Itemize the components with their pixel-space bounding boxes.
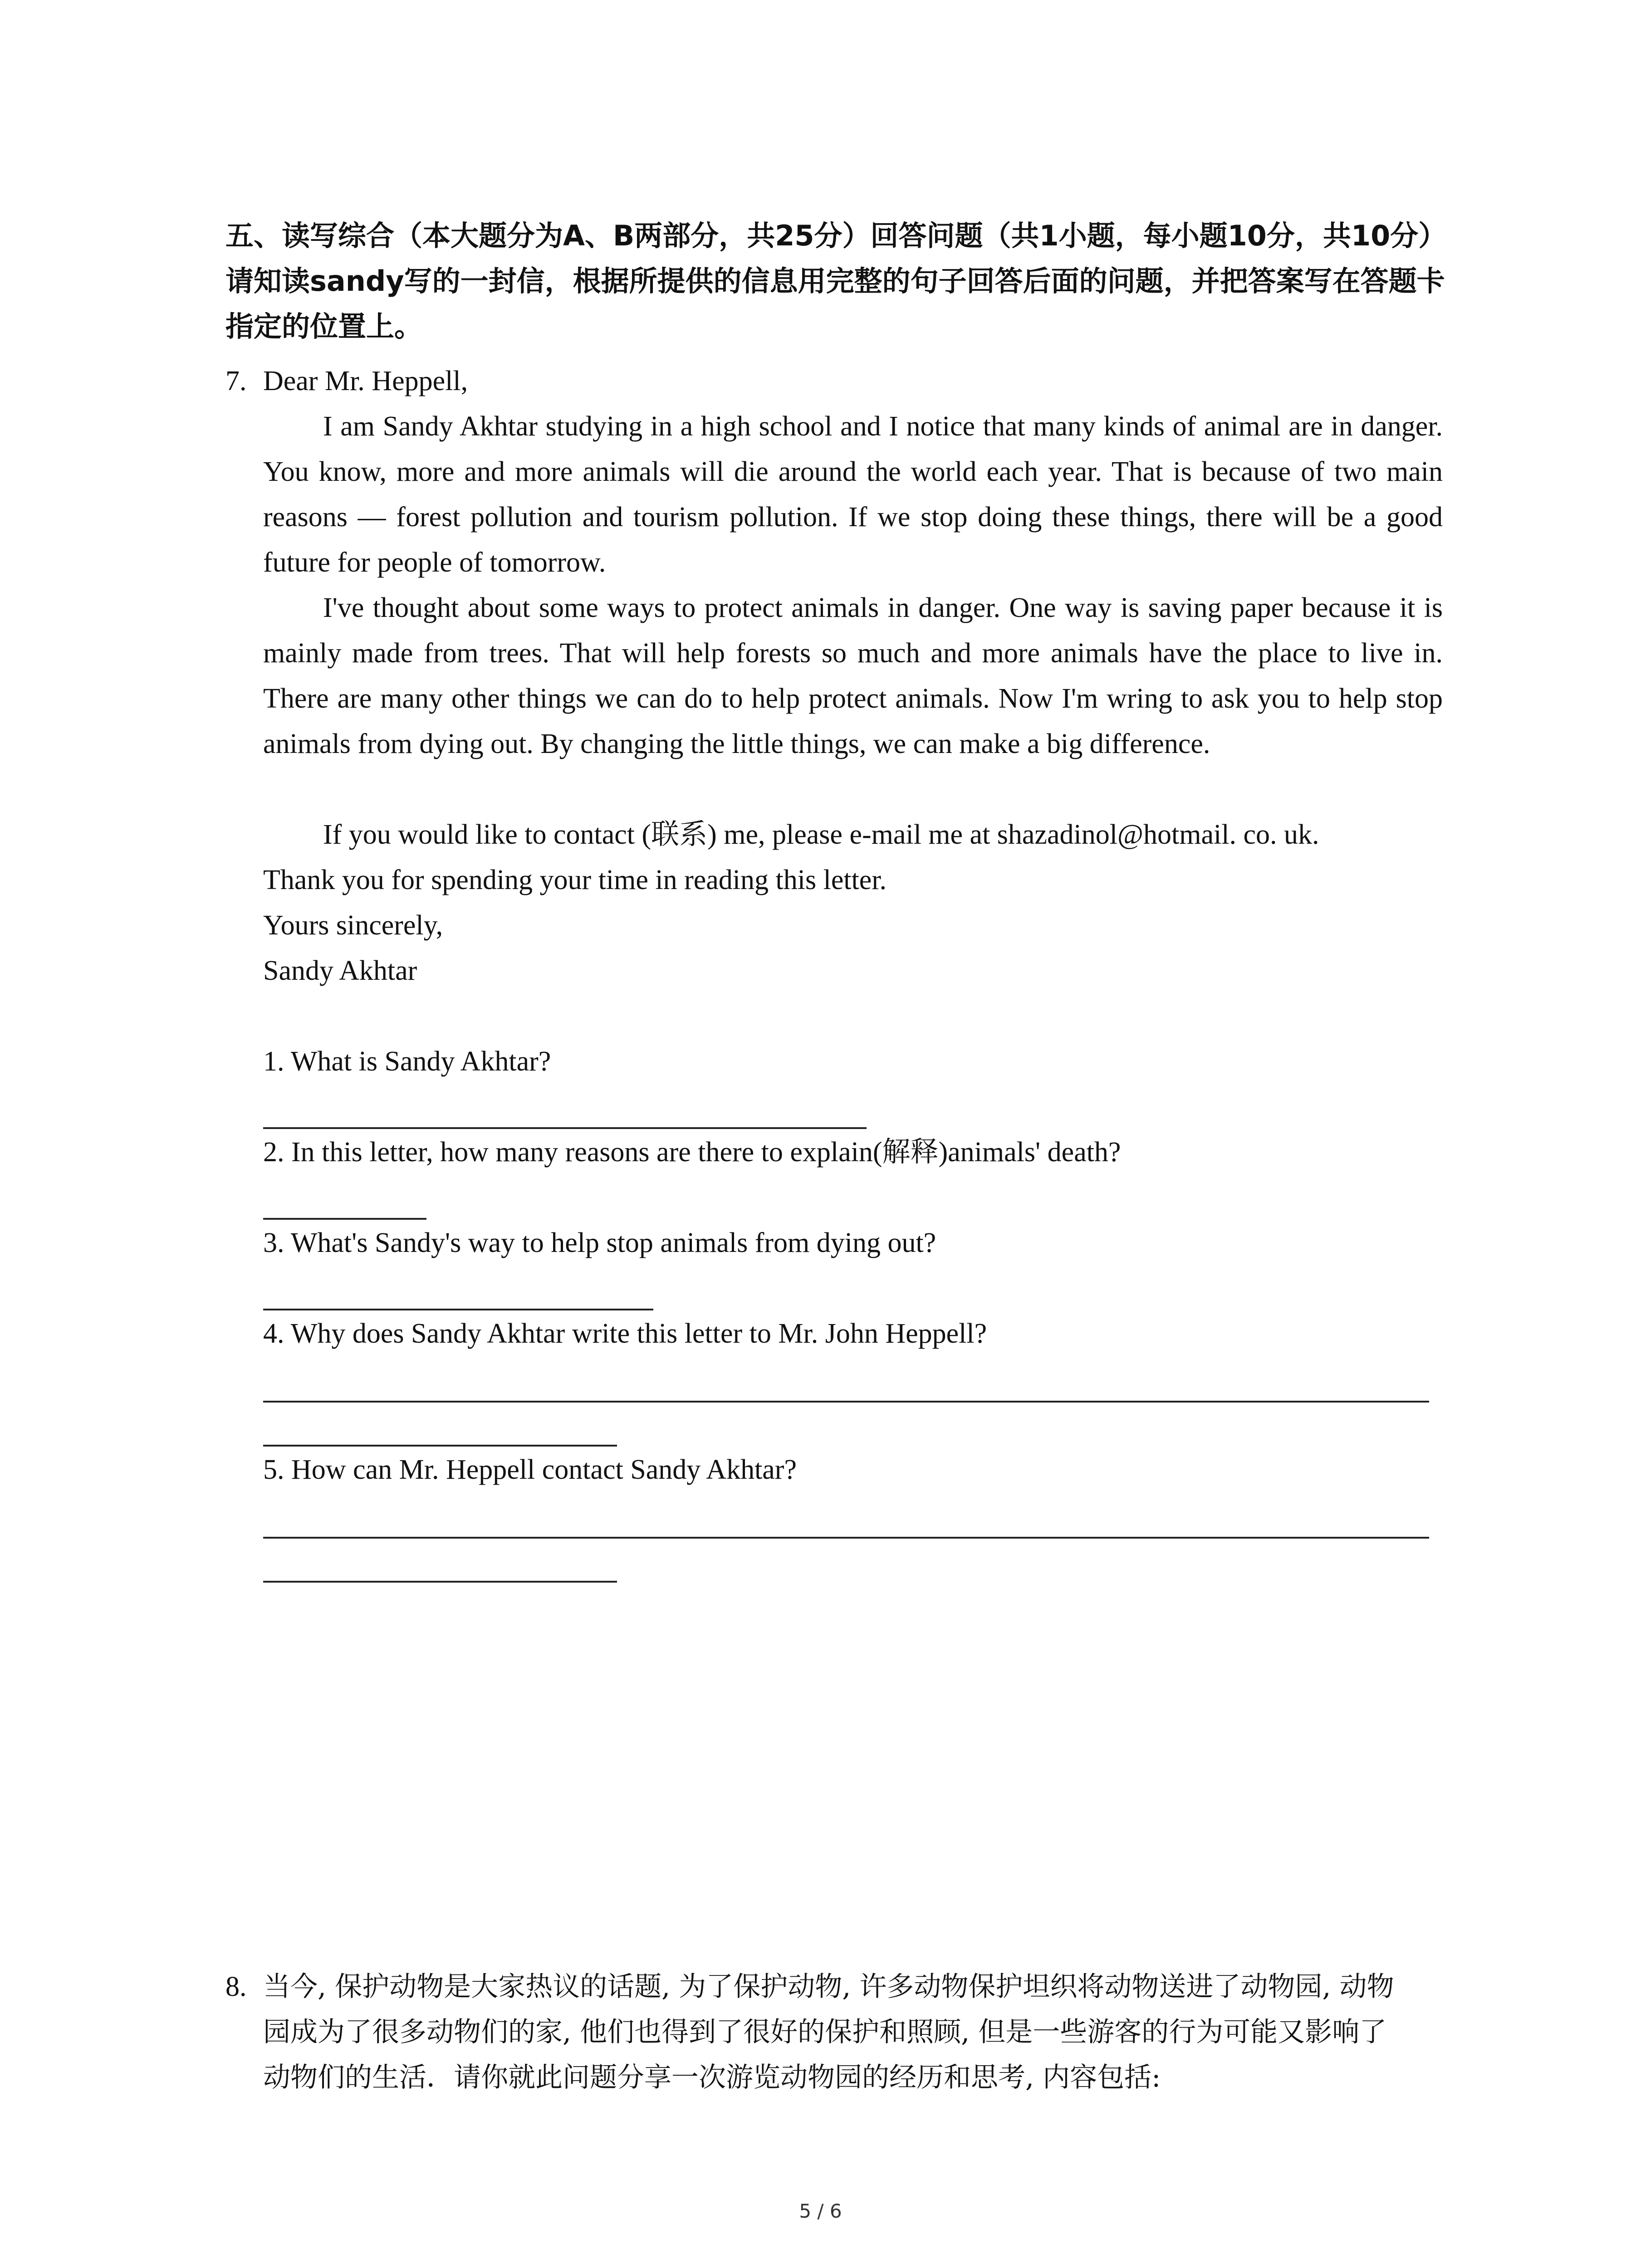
letter-paragraph-3: If you would like to contact (联系) me, please e-mail me at shazadinol@hotmail. co. uk. — [323, 819, 1319, 850]
letter-paragraph-1: I am Sandy Akhtar studying in a high school and I notice that many kinds of animal are in danger. You know, more and more animals will die around the world each year. That is because of two main reasons — forest pollution and tourism pollution. If we stop doing these things, there will be a good future for people of tomorrow. — [263, 411, 1443, 578]
answer-line-5a[interactable] — [263, 1537, 1429, 1539]
letter-closing: Yours sincerely, — [263, 910, 443, 941]
question-5: 5. How can Mr. Heppell contact Sandy Akhtar? — [263, 1454, 797, 1485]
question-number-7: 7. — [225, 366, 247, 396]
page-number: 5 / 6 — [799, 2200, 842, 2222]
question-1: 1. What is Sandy Akhtar? — [263, 1046, 551, 1077]
section-title: 五、读写综合（本大题分为A、B两部分，共25分）回答问题（共1小题，每小题10分，共10分）请知读sandy写的一封信，根据所提供的信息用完整的句子回答后面的问题，并把答案写在答题卡指定的位置上。 — [225, 219, 1447, 343]
letter-thanks: Thank you for spending your time in reading this letter. — [263, 865, 887, 895]
answer-line-2[interactable] — [263, 1218, 426, 1220]
question-2: 2. In this letter, how many reasons are there to explain(解释)animals' death? — [263, 1137, 1121, 1168]
answer-line-4a[interactable] — [263, 1401, 1429, 1403]
letter-paragraph-2: I've thought about some ways to protect animals in danger. One way is saving paper because it is mainly made from trees. That will help forests so much and more animals have the place to live in. There are many other things we can do to help protect animals. Now I'm wring to ask you to help stop animals from dying out. By changing the little things, we can make a big difference. — [263, 592, 1443, 759]
question-4: 4. Why does Sandy Akhtar write this letter to Mr. John Heppell? — [263, 1318, 987, 1349]
question-8-text: 当今, 保护动物是大家热议的话题, 为了保护动物, 许多动物保护坦织将动物送进了动物园, 动物园成为了很多动物们的家, 他们也得到了很好的保护和照顾, 但是一些游客的行为可能又影响了动物们的生活．请你就此问题分享一次游览动物园的经历和思考, 内容包括: — [263, 1971, 1394, 2093]
question-3: 3. What's Sandy's way to help stop animals from dying out? — [263, 1227, 936, 1258]
answer-line-5b[interactable] — [263, 1581, 617, 1583]
letter-greeting: Dear Mr. Heppell, — [263, 366, 468, 396]
answer-line-1[interactable] — [263, 1127, 867, 1129]
question-number-8: 8. — [225, 1971, 247, 2002]
answer-line-4b[interactable] — [263, 1445, 617, 1447]
answer-line-3[interactable] — [263, 1309, 653, 1310]
letter-signature: Sandy Akhtar — [263, 955, 417, 986]
